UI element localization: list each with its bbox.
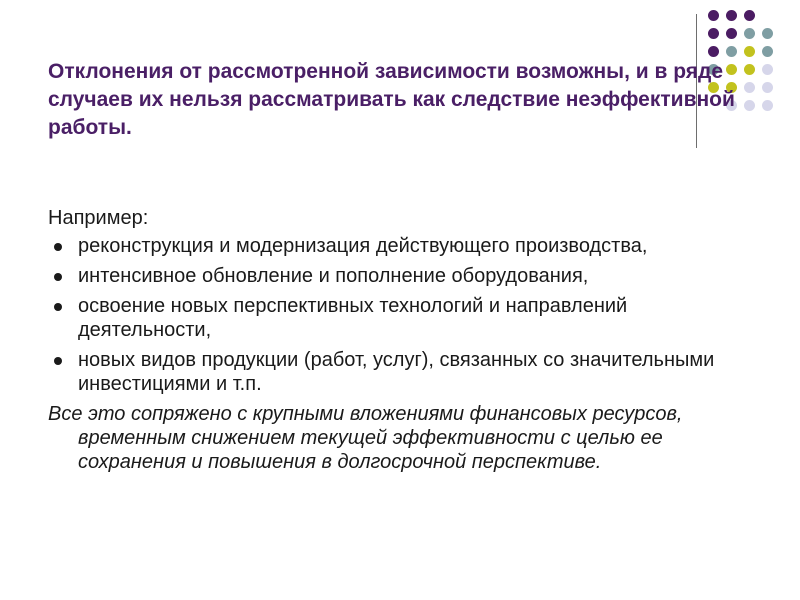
decorative-dot-purple bbox=[726, 10, 737, 21]
bullet-icon bbox=[54, 273, 62, 281]
decorative-dot-teal bbox=[744, 28, 755, 39]
decorative-dot-purple bbox=[726, 28, 737, 39]
bullet-text: интенсивное обновление и пополнение оборудования, bbox=[78, 265, 589, 287]
bullet-item bbox=[48, 234, 760, 258]
bullet-list bbox=[48, 234, 760, 396]
bullet-text: новых видов продукции (работ, услуг), связанных со значительными инвестициями и т.п. bbox=[78, 349, 715, 395]
bullet-icon bbox=[54, 243, 62, 251]
decorative-dot-teal bbox=[762, 28, 773, 39]
bullet-icon bbox=[54, 357, 62, 365]
decorative-dot-olive bbox=[744, 46, 755, 57]
decorative-dot-purple bbox=[708, 28, 719, 39]
decorative-dot-teal bbox=[726, 46, 737, 57]
decorative-dot-purple bbox=[744, 10, 755, 21]
decorative-dot-purple bbox=[708, 10, 719, 21]
slide-title: Отклонения от рассмотренной зависимости возможны, и в ряде случаев их нельзя рассматривать как следствие неэффективной работы. bbox=[48, 60, 735, 139]
decorative-dot-lavender bbox=[762, 82, 773, 93]
bullet-text: освоение новых перспективных технологий и направлений деятельности, bbox=[78, 295, 628, 341]
bullet-icon bbox=[54, 303, 62, 311]
bullet-item bbox=[48, 264, 760, 288]
bullet-text: реконструкция и модернизация действующего производства, bbox=[78, 235, 648, 257]
conclusion-text: Все это сопряжено с крупными вложениями финансовых ресурсов, временным снижением текущей эффективности с целью ее сохранения и повышения в долгосрочной перспективе. bbox=[48, 403, 683, 473]
decorative-dot-lavender bbox=[762, 100, 773, 111]
bullet-item bbox=[48, 294, 760, 342]
bullet-item bbox=[48, 348, 760, 396]
decorative-dot-teal bbox=[762, 46, 773, 57]
intro-text: Например: bbox=[48, 207, 149, 229]
decorative-dot-lavender bbox=[762, 64, 773, 75]
decorative-dot-purple bbox=[708, 46, 719, 57]
slide-body bbox=[48, 206, 760, 474]
